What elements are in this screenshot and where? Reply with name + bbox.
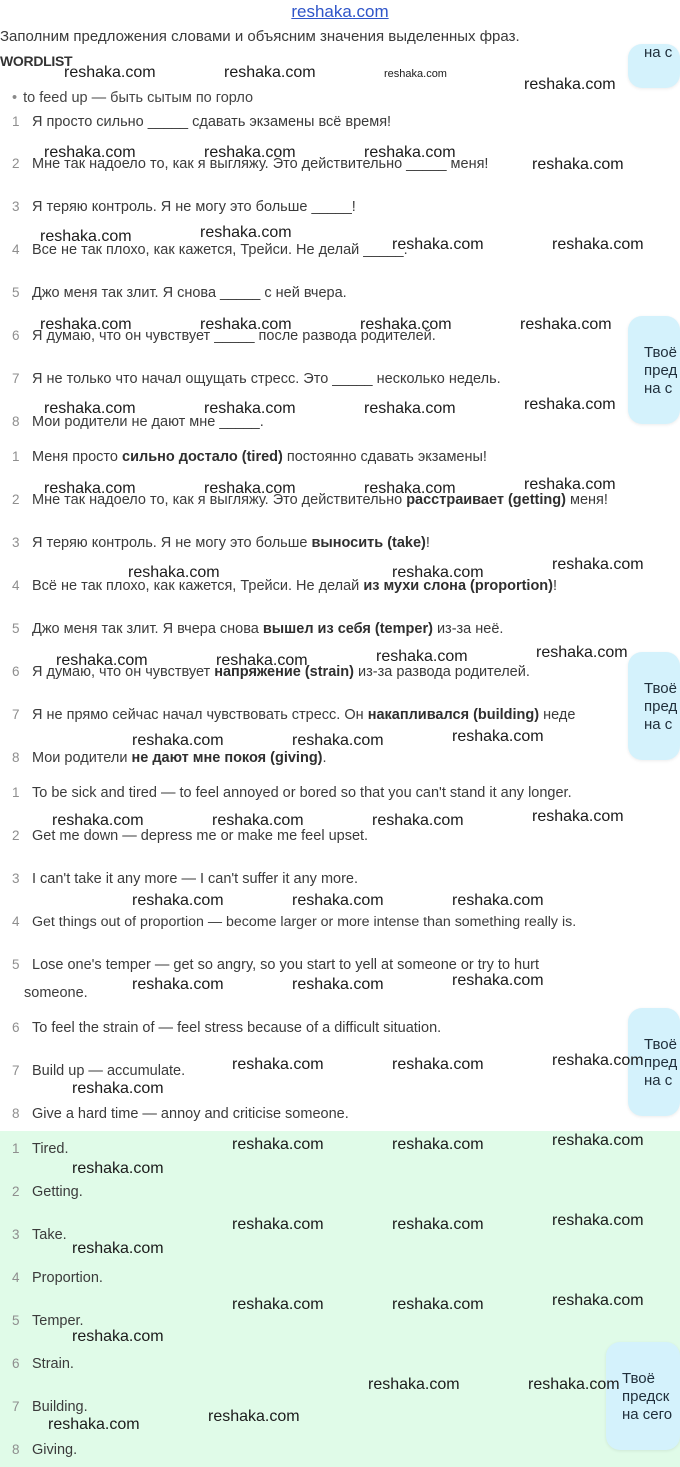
watermark: reshaka.com xyxy=(132,732,224,749)
watermark: reshaka.com xyxy=(452,728,544,745)
watermark: reshaka.com xyxy=(292,892,384,909)
watermark: reshaka.com xyxy=(520,316,612,333)
watermark: reshaka.com xyxy=(216,652,308,669)
watermark: reshaka.com xyxy=(372,812,464,829)
watermark: reshaka.com xyxy=(392,236,484,253)
watermark: reshaka.com xyxy=(132,892,224,909)
watermark: reshaka.com xyxy=(292,732,384,749)
promo-bubble[interactable]: Твоё пред на с xyxy=(628,316,680,424)
watermark: reshaka.com xyxy=(452,972,544,989)
watermark: reshaka.com xyxy=(552,1212,644,1229)
watermark: reshaka.com xyxy=(536,644,628,661)
bullet-dot-icon: • xyxy=(12,90,18,106)
watermark: reshaka.com xyxy=(392,564,484,581)
definition-continuation: someone. xyxy=(24,985,88,1001)
watermark: reshaka.com xyxy=(40,316,132,333)
watermark: reshaka.com xyxy=(392,1296,484,1313)
watermark: reshaka.com xyxy=(532,156,624,173)
watermark: reshaka.com xyxy=(364,144,456,161)
watermark: reshaka.com xyxy=(232,1136,324,1153)
watermark: reshaka.com xyxy=(392,1136,484,1153)
watermark: reshaka.com xyxy=(48,1416,140,1433)
watermark: reshaka.com xyxy=(44,480,136,497)
watermark: reshaka.com xyxy=(52,812,144,829)
watermark: reshaka.com xyxy=(72,1240,164,1257)
watermark: reshaka.com xyxy=(552,1132,644,1149)
watermark: reshaka.com xyxy=(360,316,452,333)
promo-bubble[interactable]: на с xyxy=(628,44,680,88)
watermark: reshaka.com xyxy=(56,652,148,669)
watermark: reshaka.com xyxy=(528,1376,620,1393)
watermark: reshaka.com xyxy=(524,476,616,493)
watermark: reshaka.com xyxy=(368,1376,460,1393)
watermark: reshaka.com xyxy=(200,224,292,241)
watermark: reshaka.com xyxy=(204,480,296,497)
watermark: reshaka.com xyxy=(552,556,644,573)
watermark: reshaka.com xyxy=(128,564,220,581)
watermark: reshaka.com xyxy=(64,64,156,81)
watermark: reshaka.com xyxy=(364,400,456,417)
watermark: reshaka.com xyxy=(292,976,384,993)
watermark: reshaka.com xyxy=(552,236,644,253)
watermark: reshaka.com xyxy=(72,1080,164,1097)
watermark: reshaka.com xyxy=(44,144,136,161)
watermark: reshaka.com xyxy=(200,316,292,333)
watermark: reshaka.com xyxy=(552,1292,644,1309)
watermark: reshaka.com xyxy=(524,396,616,413)
watermark: reshaka.com xyxy=(204,400,296,417)
watermark: reshaka.com xyxy=(44,400,136,417)
watermark: reshaka.com xyxy=(132,976,224,993)
watermark: reshaka.com xyxy=(208,1408,300,1425)
promo-bubble[interactable]: Твоё пред на с xyxy=(628,652,680,760)
watermark: reshaka.com xyxy=(212,812,304,829)
watermark: reshaka.com xyxy=(376,648,468,665)
watermark: reshaka.com xyxy=(392,1056,484,1073)
watermark: reshaka.com xyxy=(72,1328,164,1345)
wordlist-item: • to feed up — быть сытым по горло xyxy=(12,90,254,106)
promo-bubble[interactable]: Твоё предск на сего xyxy=(606,1342,680,1450)
watermark: reshaka.com xyxy=(204,144,296,161)
watermark: reshaka.com xyxy=(392,1216,484,1233)
watermark: reshaka.com xyxy=(72,1160,164,1177)
watermark: reshaka.com xyxy=(552,1052,644,1069)
watermark: reshaka.com xyxy=(40,228,132,245)
watermark: reshaka.com xyxy=(524,76,616,93)
watermark: reshaka.com xyxy=(232,1216,324,1233)
promo-bubble[interactable]: Твоё пред на с xyxy=(628,1008,680,1116)
watermark: reshaka.com xyxy=(232,1296,324,1313)
watermark: reshaka.com xyxy=(452,892,544,909)
watermark: reshaka.com xyxy=(364,480,456,497)
wordlist-label: WORDLIST xyxy=(0,53,73,69)
site-header-link[interactable]: reshaka.com xyxy=(291,2,389,21)
watermark: reshaka.com xyxy=(232,1056,324,1073)
watermark: reshaka.com xyxy=(224,64,316,81)
watermark: reshaka.com xyxy=(384,68,447,80)
watermark: reshaka.com xyxy=(532,808,624,825)
task-instruction: Заполним предложения словами и объясним значения выделенных фраз. xyxy=(0,28,520,45)
